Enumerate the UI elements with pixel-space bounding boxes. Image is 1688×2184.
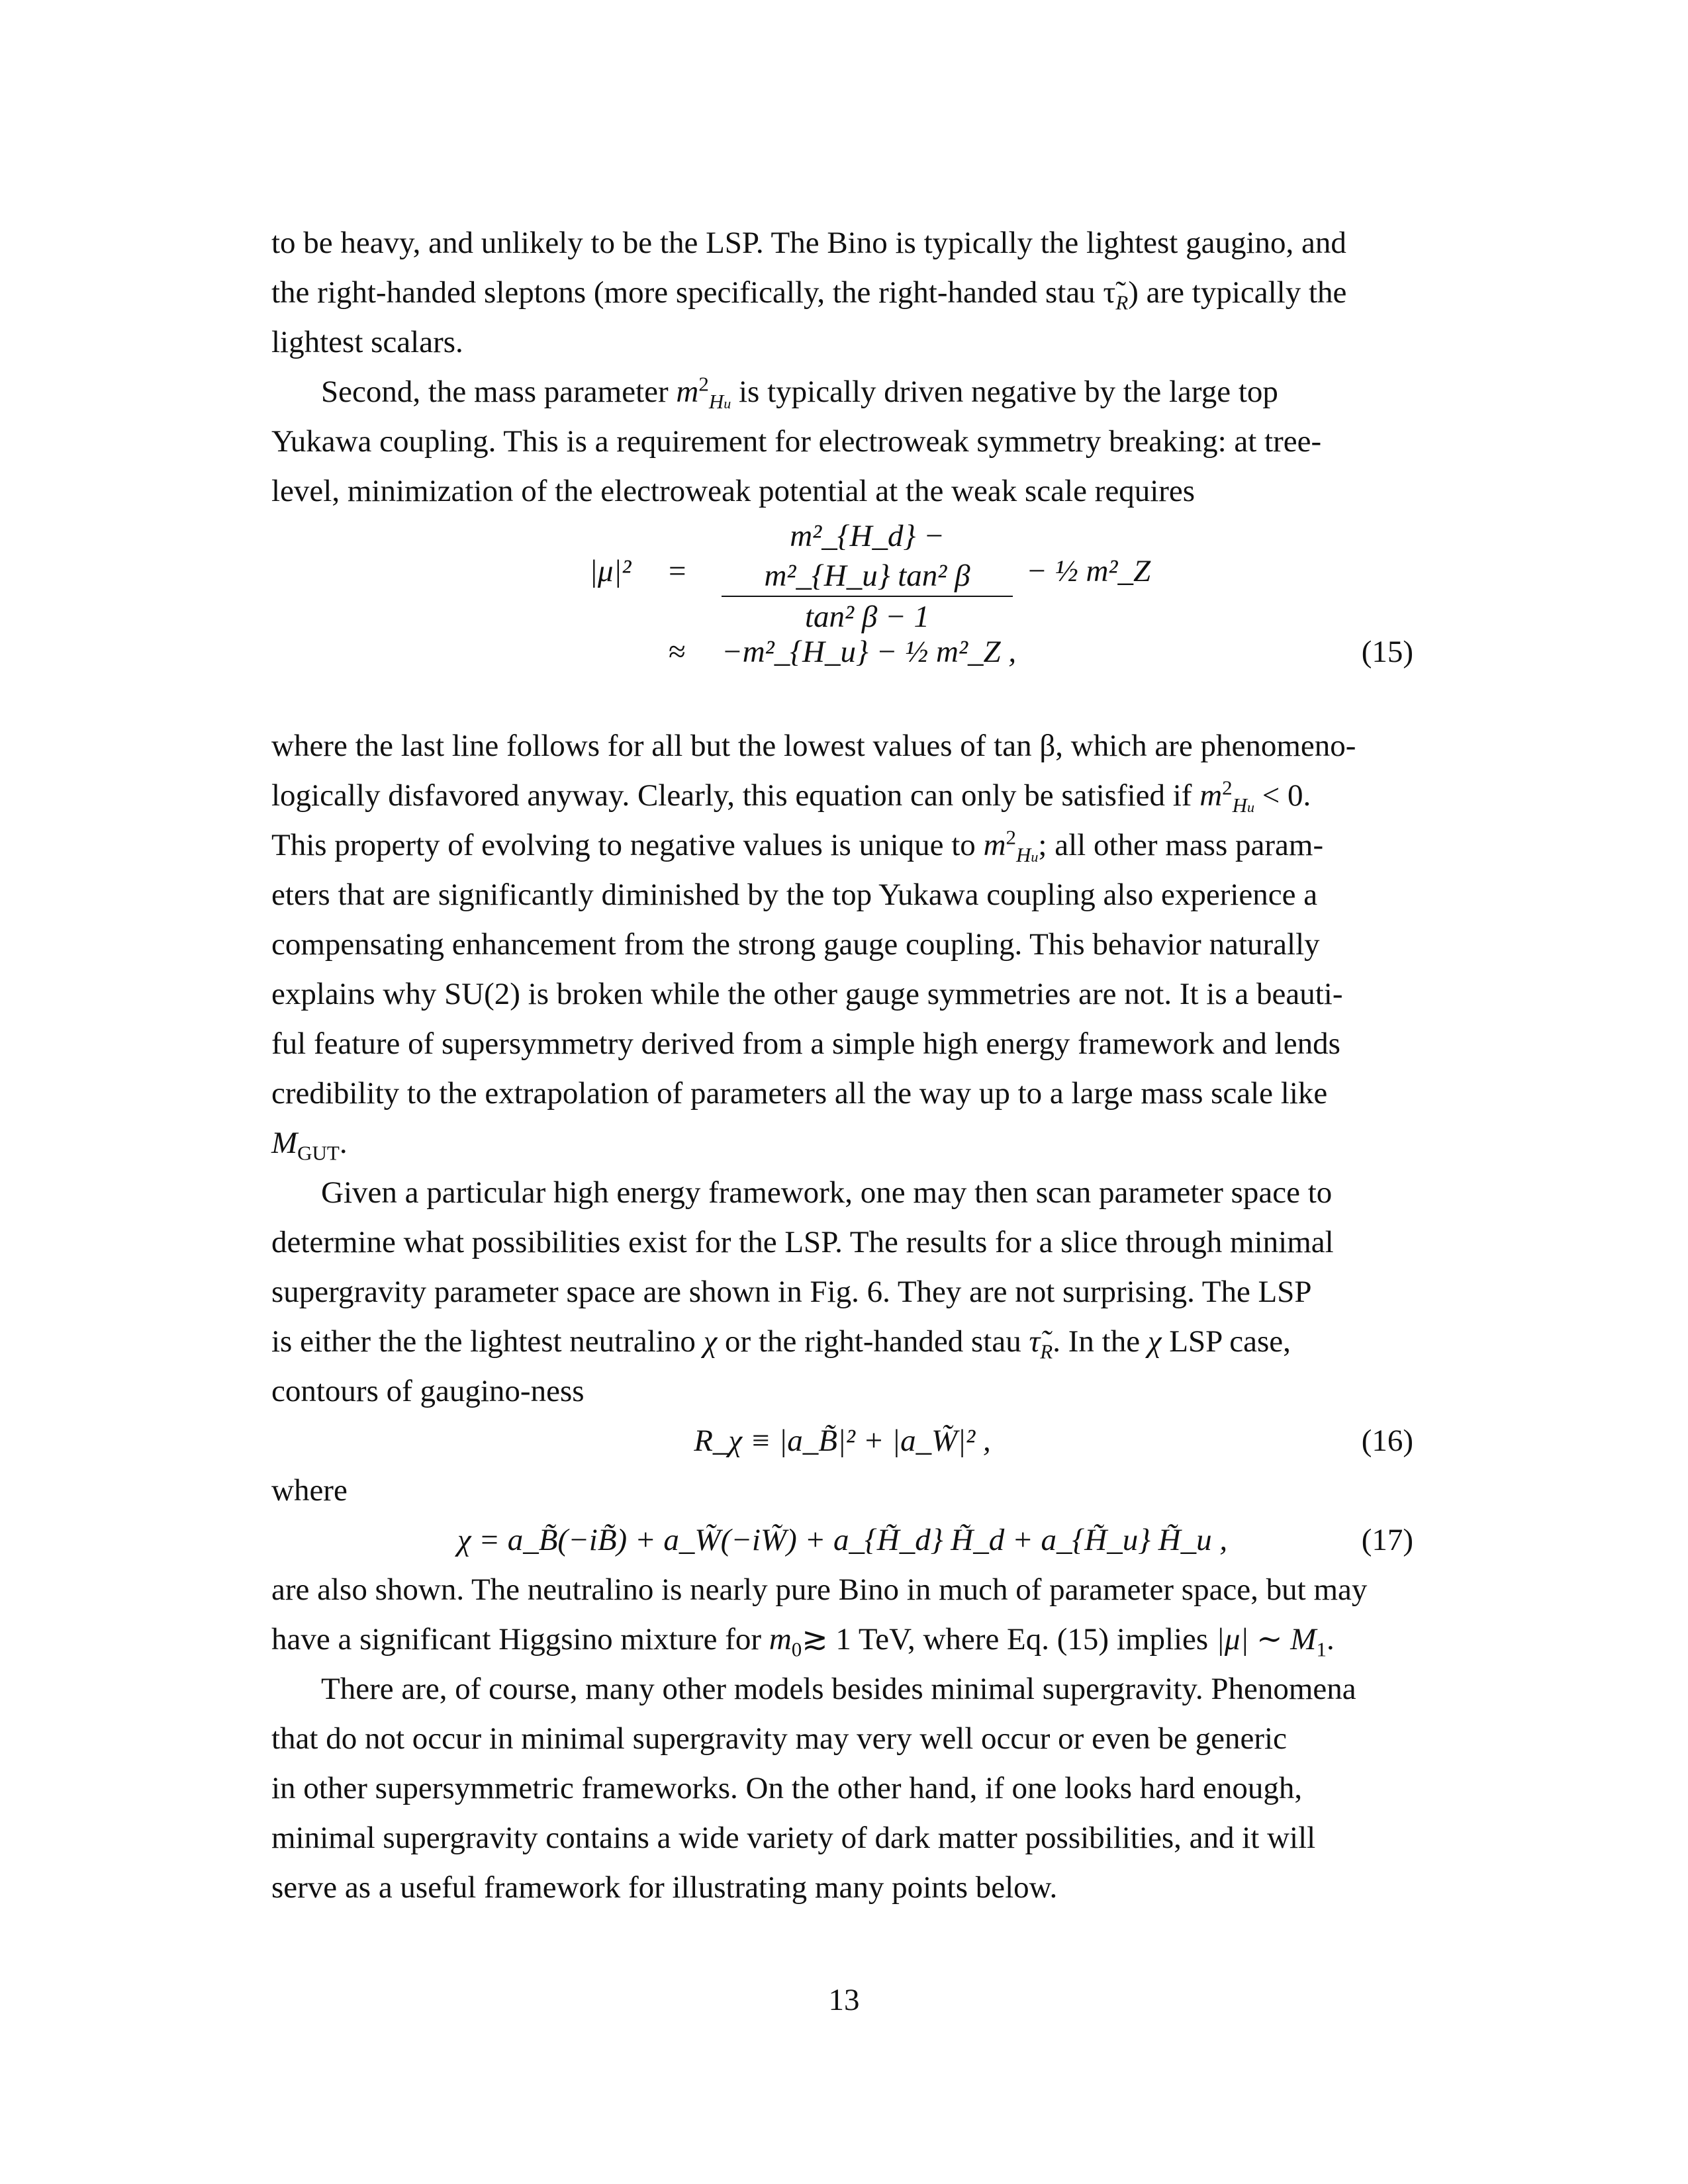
paragraph-1 <box>271 218 1413 367</box>
p3-l6: explains why SU(2) is broken while the other gauge symmetries are not. It is a beauti- <box>271 977 1343 1011</box>
p1-line1: to be heavy, and unlikely to be the LSP. The Bino is typically the lightest gaugino, and <box>271 226 1346 260</box>
math-m0: $m_0$ <box>769 1622 802 1661</box>
eq15-number: (15) <box>1361 635 1413 669</box>
p2-l2: Yukawa coupling. This is a requirement for electroweak symmetry breaking: at tree- <box>271 424 1322 459</box>
math-chi: χ <box>703 1324 718 1359</box>
p6-l4: minimal supergravity contains a wide variety of dark matter possibilities, and it will <box>271 1821 1316 1855</box>
equation-15 <box>271 516 1413 721</box>
p4-l3: supergravity parameter space are shown in Fig. 6. They are not surprising. The LSP <box>271 1275 1312 1309</box>
p6-l1: There are, of course, many other models besides minimal supergravity. Phenomena <box>321 1672 1356 1706</box>
p1-line2b: ) are typically the <box>1128 275 1347 310</box>
eq16-body: R_χ ≡ |a_B̃|² + |a_W̃|² , <box>694 1424 991 1458</box>
p3-l7: ful feature of supersymmetry derived from a simple high energy framework and lends <box>271 1026 1340 1061</box>
eq15-line2: −m²_{H_u} − ½ m²_Z , <box>722 635 1017 669</box>
math-MGUT: $M_{GUT}$ <box>271 1126 340 1165</box>
p5-l2b: 1 TeV, where Eq. (15) implies <box>827 1622 1216 1657</box>
p3-l1a: where the last line follows for all but the lowest values of <box>271 729 994 763</box>
p5-l2a: have a significant Higgsino mixture for <box>271 1622 769 1657</box>
p2-l1a: Second, the mass parameter <box>321 375 677 409</box>
p4-l4a: is either the the lightest neutralino <box>271 1324 704 1359</box>
p5-l1: are also shown. The neutralino is nearly pure Bino in much of parameter space, but may <box>271 1572 1368 1607</box>
math-tanbeta: tan β <box>994 729 1056 763</box>
math-mHu-2: $m^2_{Hu}$ <box>1199 776 1255 817</box>
p3-l5: compensating enhancement from the strong gauge coupling. This behavior naturally <box>271 927 1320 962</box>
p2-l3: level, minimization of the electroweak potential at the weak scale requires <box>271 474 1196 508</box>
where-line <box>271 1466 1413 1516</box>
p6-l2: that do not occur in minimal supergravity may very well occur or even be generic <box>271 1721 1287 1756</box>
eq15-approx: ≈ <box>669 635 686 669</box>
paragraph-2 <box>271 367 1413 516</box>
eq15-numerator: m²_{H_d} − m²_{H_u} tan² β <box>722 516 1013 597</box>
eq17-number: (17) <box>1361 1523 1413 1557</box>
p4-l4b: or the right-handed stau <box>717 1324 1029 1359</box>
p4-l4d: LSP case, <box>1161 1324 1291 1359</box>
p1-line3: lightest scalars. <box>271 325 463 359</box>
paragraph-3 <box>271 721 1413 1168</box>
p4-l2: determine what possibilities exist for the LSP. The results for a slice through minimal <box>271 1225 1334 1259</box>
p3-l8: credibility to the extrapolation of parameters all the way up to a large mass scale like <box>271 1076 1328 1111</box>
eq15-equals: = <box>669 554 686 588</box>
p3-l3a: This property of evolving to negative values is unique to <box>271 828 984 862</box>
body-text <box>271 218 1413 1913</box>
eq15-fraction <box>722 516 1013 637</box>
math-gtrsim: ≳ <box>802 1622 828 1657</box>
p3-l3b: ; all other mass param- <box>1038 828 1324 862</box>
math-mHu: $m^2_{Hu}$ <box>676 372 731 414</box>
math-stau: $\taũ_R$ <box>1029 1324 1053 1363</box>
eq16-number: (16) <box>1361 1424 1413 1458</box>
equation-16 <box>271 1416 1413 1466</box>
eq15-line1-tail: − ½ m²_Z <box>1026 554 1151 588</box>
p3-l2a: logically disfavored anyway. Clearly, this equation can only be satisfied if <box>271 778 1200 813</box>
p6-l5: serve as a useful framework for illustrating many points below. <box>271 1870 1058 1905</box>
math-mHu-3: $m^2_{Hu}$ <box>983 825 1039 867</box>
p2-l1b: is typically driven negative by the large top <box>731 375 1278 409</box>
paragraph-5 <box>271 1565 1413 1664</box>
equation-17 <box>271 1516 1413 1565</box>
p3-l4: eters that are significantly diminished by the top Yukawa coupling also experience a <box>271 878 1318 912</box>
math-chi-2: χ <box>1147 1324 1162 1359</box>
p5-l2c: . <box>1326 1622 1335 1657</box>
p1-line2a: the right-handed sleptons (more specifically, the right-handed stau τ̃ <box>271 275 1116 310</box>
where-text: where <box>271 1473 348 1508</box>
p3-l1b: , which are phenomeno- <box>1055 729 1356 763</box>
p3-l2b: < 0. <box>1254 778 1311 813</box>
p4-l5: contours of gaugino-ness <box>271 1374 585 1408</box>
math-mu-rel: |μ| ∼ $M_1$ <box>1215 1622 1327 1661</box>
p6-l3: in other supersymmetric frameworks. On the other hand, if one looks hard enough, <box>271 1771 1303 1805</box>
eq15-lhs: |μ|² <box>589 554 632 588</box>
eq17-body: χ = a_B̃(−iB̃) + a_W̃(−iW̃) + a_{H̃_d} H̃_d + a_{H̃_u} H̃_u , <box>457 1523 1228 1557</box>
paragraph-4 <box>271 1168 1413 1416</box>
p1-sub-r: R <box>1115 291 1129 314</box>
p4-l1: Given a particular high energy framework, one may then scan parameter space to <box>321 1175 1333 1210</box>
eq15-denominator: tan² β − 1 <box>804 600 930 634</box>
p4-l4c: . In the <box>1053 1324 1148 1359</box>
page-number: 13 <box>828 1983 860 2017</box>
paragraph-6 <box>271 1664 1413 1913</box>
p3-l9: . <box>339 1126 348 1160</box>
